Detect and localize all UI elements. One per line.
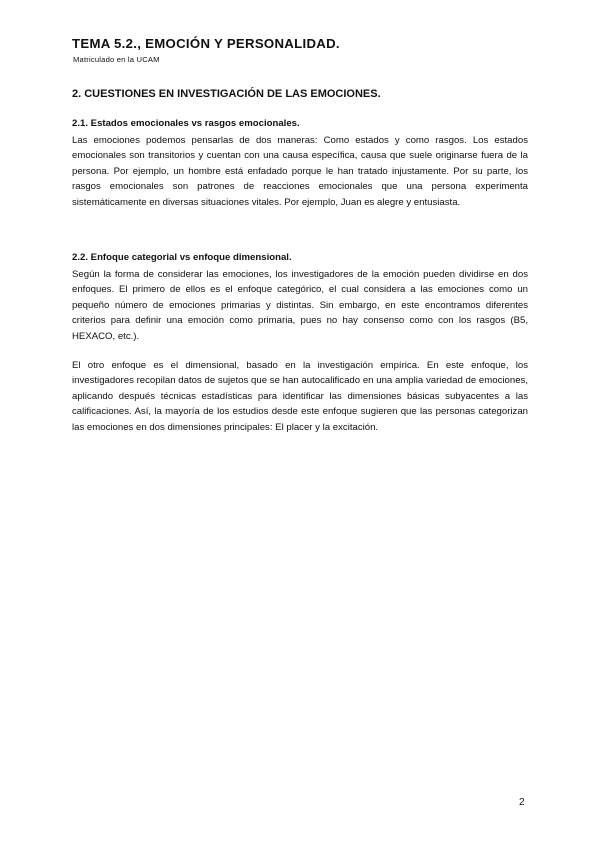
subsection-dimensional-paragraph <box>72 358 528 435</box>
page-number: 2 <box>519 797 525 808</box>
body-paragraph: El otro enfoque es el dimensional, basado en la investigación empírica. En este enfoque, los investigadores recopilan datos de sujetos que se han autocalificado en una amplia variedad de emociones, aplicando después técnicas estadísticas para identificar las dimensiones básicas subyacentes a las calificaciones. Así, la mayoría de los estudios desde este enfoque sugieren que las personas categorizan las emociones en dos dimensiones principales: El placer y la excitación. <box>72 360 528 433</box>
document-title: TEMA 5.2., EMOCIÓN Y PERSONALIDAD. <box>72 36 340 51</box>
body-paragraph: Las emociones podemos pensarlas de dos maneras: Como estados y como rasgos. Los estados emocionales son transitorios y cuentan con una causa específica, causa que suele originarse fuera de la persona. Por ejemplo, un hombre está enfadado porque le han tratado injustamente. Por su parte, los rasgos emocionales son patrones de reacciones emocionales que una persona experimenta sistemáticamente en diversas situaciones vitales. Por ejemplo, Juan es alegre y entusiasta. <box>72 135 528 208</box>
subsection-heading: 2.2. Enfoque categorial vs enfoque dimensional. <box>72 252 292 263</box>
document-subtitle: Matriculado en la UCAM <box>73 55 160 64</box>
section-title: 2. CUESTIONES EN INVESTIGACIÓN DE LAS EMOCIONES. <box>72 88 381 100</box>
subsection-heading: 2.1. Estados emocionales vs rasgos emocionales. <box>72 118 300 129</box>
subsection-categorical-vs-dimensional <box>72 252 528 344</box>
body-paragraph: Según la forma de considerar las emociones, los investigadores de la emoción pueden dividirse en dos enfoques. El primero de ellos es el enfoque categórico, el cual considera a las emociones como un pequeño número de emociones primarias y distintas. Sin embargo, en este encontramos diferentes criterios para definir una emoción como primaria, pues no hay consenso como con los rasgos (B5, HEXACO, etc.). <box>72 269 528 342</box>
subsection-states-vs-traits <box>72 118 528 210</box>
